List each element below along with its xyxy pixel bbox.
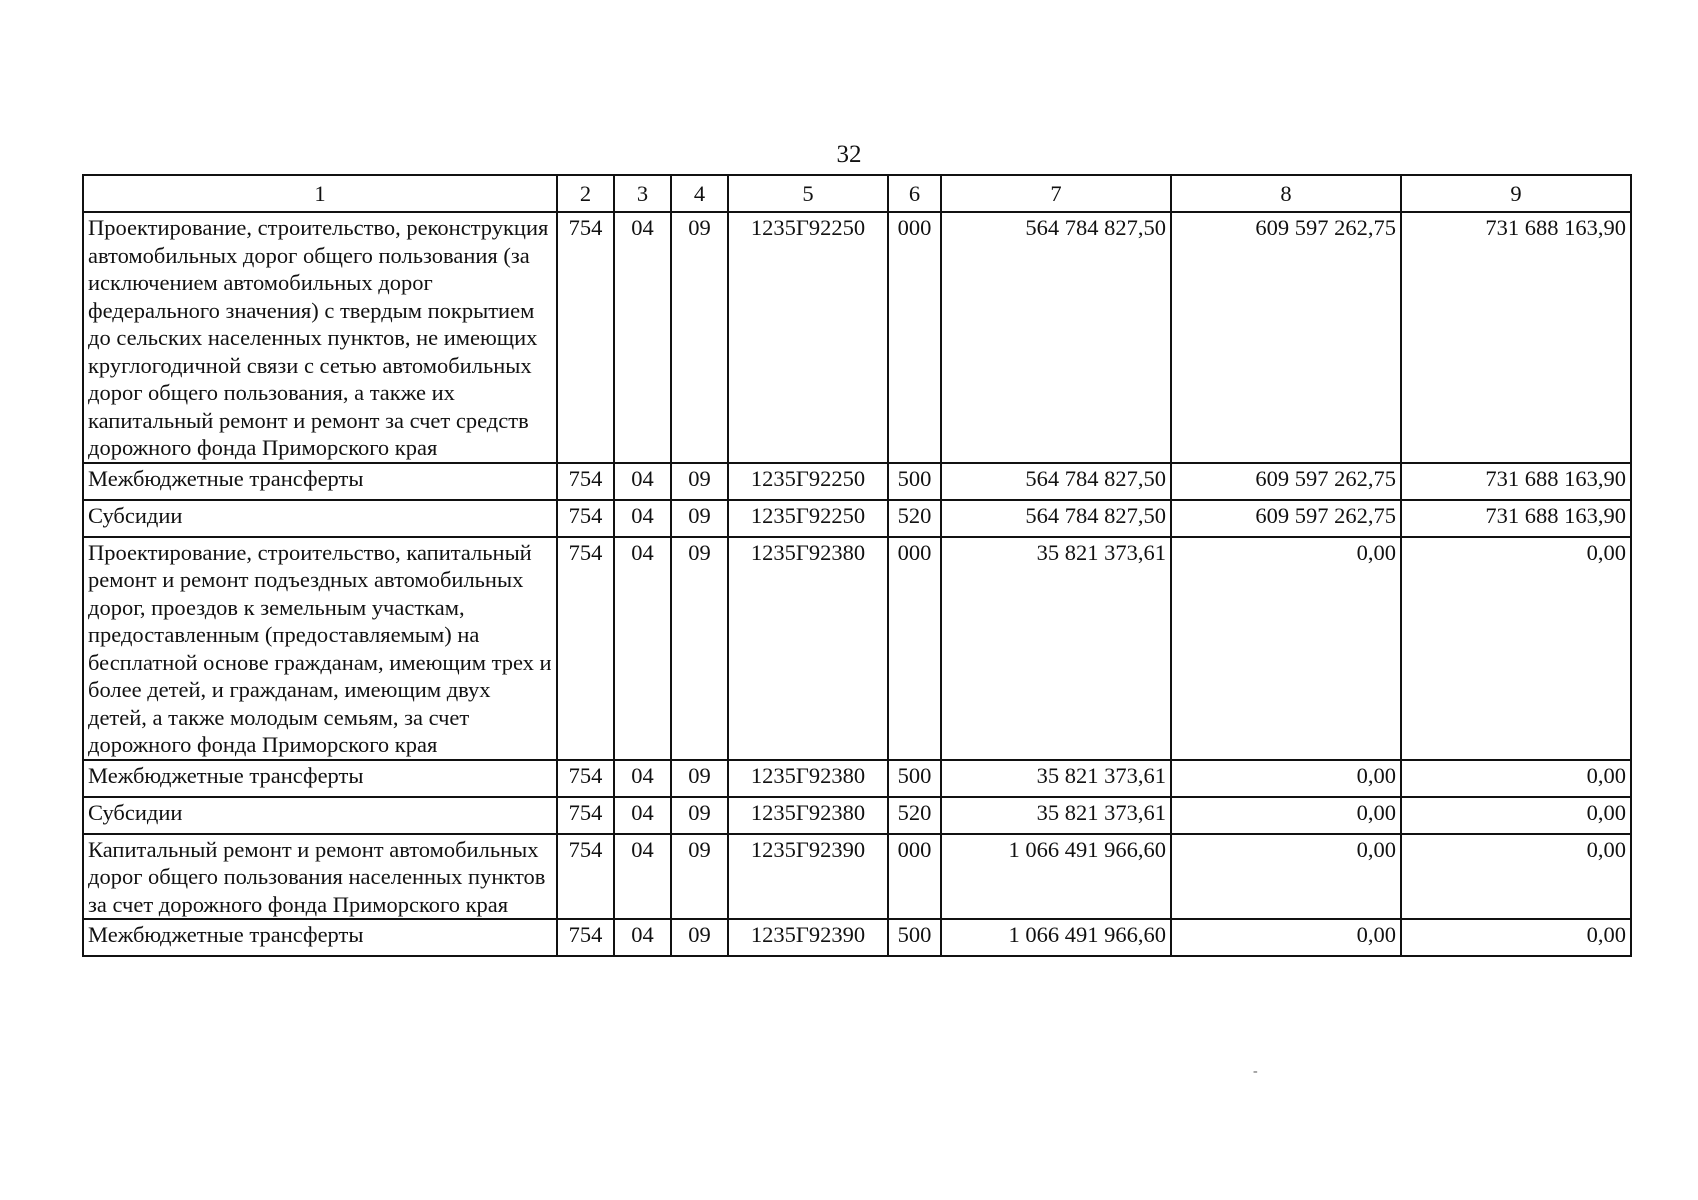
section-code: 04 <box>614 537 671 760</box>
section-code: 04 <box>614 212 671 463</box>
target-article-code: 1235Г92250 <box>728 500 888 537</box>
amount-col-8: 0,00 <box>1171 834 1401 920</box>
budget-table <box>82 174 1632 957</box>
amount-col-9: 0,00 <box>1401 760 1631 797</box>
row-name: Проектирование, строительство, реконструкция автомобильных дорог общего пользования (за исключением автомобильных дорог федерального значения) с твердым покрытием до сельских населенных пунктов, не имеющих круглогодичной связи с сетью автомобильных дорог общего пользования, а также их капитальный ремонт и ремонт за счет средств дорожного фонда Приморского края <box>83 212 557 463</box>
section-code: 04 <box>614 500 671 537</box>
column-header-7: 7 <box>941 175 1171 212</box>
target-article-code: 1235Г92380 <box>728 537 888 760</box>
amount-col-7: 35 821 373,61 <box>941 797 1171 834</box>
subsection-code: 09 <box>671 919 728 956</box>
expense-type-code: 500 <box>888 760 941 797</box>
section-code: 04 <box>614 834 671 920</box>
subsection-code: 09 <box>671 463 728 500</box>
ministry-code: 754 <box>557 212 614 463</box>
row-name: Межбюджетные трансферты <box>83 463 557 500</box>
column-header-3: 3 <box>614 175 671 212</box>
subsection-code: 09 <box>671 537 728 760</box>
amount-col-9: 0,00 <box>1401 834 1631 920</box>
table-row <box>83 919 1631 956</box>
amount-col-9: 0,00 <box>1401 537 1631 760</box>
amount-col-8: 609 597 262,75 <box>1171 500 1401 537</box>
target-article-code: 1235Г92380 <box>728 760 888 797</box>
subsection-code: 09 <box>671 797 728 834</box>
amount-col-8: 0,00 <box>1171 537 1401 760</box>
amount-col-8: 0,00 <box>1171 760 1401 797</box>
amount-col-7: 1 066 491 966,60 <box>941 919 1171 956</box>
ministry-code: 754 <box>557 463 614 500</box>
column-header-1: 1 <box>83 175 557 212</box>
column-header-6: 6 <box>888 175 941 212</box>
ministry-code: 754 <box>557 537 614 760</box>
target-article-code: 1235Г92380 <box>728 797 888 834</box>
amount-col-9: 0,00 <box>1401 919 1631 956</box>
amount-col-7: 1 066 491 966,60 <box>941 834 1171 920</box>
target-article-code: 1235Г92250 <box>728 463 888 500</box>
expense-type-code: 500 <box>888 919 941 956</box>
amount-col-9: 731 688 163,90 <box>1401 500 1631 537</box>
row-name: Проектирование, строительство, капитальный ремонт и ремонт подъездных автомобильных дорог, проездов к земельным участкам, предоставленным (предоставляемым) на бесплатной основе гражданам, имеющим трех и более детей, и гражданам, имеющим двух детей, а также молодым семьям, за счет дорожного фонда Приморского края <box>83 537 557 760</box>
ministry-code: 754 <box>557 760 614 797</box>
page-number: 32 <box>836 141 862 168</box>
amount-col-7: 35 821 373,61 <box>941 537 1171 760</box>
column-header-9: 9 <box>1401 175 1631 212</box>
amount-col-7: 35 821 373,61 <box>941 760 1171 797</box>
table-row <box>83 537 1631 760</box>
subsection-code: 09 <box>671 760 728 797</box>
table-row <box>83 760 1631 797</box>
column-header-2: 2 <box>557 175 614 212</box>
column-header-5: 5 <box>728 175 888 212</box>
amount-col-9: 731 688 163,90 <box>1401 212 1631 463</box>
expense-type-code: 520 <box>888 797 941 834</box>
expense-type-code: 520 <box>888 500 941 537</box>
section-code: 04 <box>614 797 671 834</box>
section-code: 04 <box>614 760 671 797</box>
table-row <box>83 500 1631 537</box>
amount-col-8: 609 597 262,75 <box>1171 212 1401 463</box>
section-code: 04 <box>614 463 671 500</box>
expense-type-code: 000 <box>888 834 941 920</box>
amount-col-8: 609 597 262,75 <box>1171 463 1401 500</box>
row-name: Субсидии <box>83 500 557 537</box>
amount-col-9: 731 688 163,90 <box>1401 463 1631 500</box>
amount-col-7: 564 784 827,50 <box>941 463 1171 500</box>
scan-mark: - <box>1253 1064 1258 1079</box>
row-name: Межбюджетные трансферты <box>83 919 557 956</box>
subsection-code: 09 <box>671 500 728 537</box>
ministry-code: 754 <box>557 500 614 537</box>
table-row <box>83 212 1631 463</box>
target-article-code: 1235Г92390 <box>728 919 888 956</box>
row-name: Межбюджетные трансферты <box>83 760 557 797</box>
expense-type-code: 000 <box>888 537 941 760</box>
ministry-code: 754 <box>557 797 614 834</box>
section-code: 04 <box>614 919 671 956</box>
column-number-header-row <box>83 175 1631 212</box>
column-header-8: 8 <box>1171 175 1401 212</box>
subsection-code: 09 <box>671 212 728 463</box>
ministry-code: 754 <box>557 919 614 956</box>
amount-col-7: 564 784 827,50 <box>941 500 1171 537</box>
table-row <box>83 797 1631 834</box>
amount-col-8: 0,00 <box>1171 919 1401 956</box>
amount-col-7: 564 784 827,50 <box>941 212 1171 463</box>
target-article-code: 1235Г92250 <box>728 212 888 463</box>
row-name: Субсидии <box>83 797 557 834</box>
row-name: Капитальный ремонт и ремонт автомобильных дорог общего пользования населенных пунктов за счет дорожного фонда Приморского края <box>83 834 557 920</box>
table-row <box>83 834 1631 920</box>
column-header-4: 4 <box>671 175 728 212</box>
table-row <box>83 463 1631 500</box>
amount-col-9: 0,00 <box>1401 797 1631 834</box>
ministry-code: 754 <box>557 834 614 920</box>
expense-type-code: 000 <box>888 212 941 463</box>
subsection-code: 09 <box>671 834 728 920</box>
expense-type-code: 500 <box>888 463 941 500</box>
amount-col-8: 0,00 <box>1171 797 1401 834</box>
target-article-code: 1235Г92390 <box>728 834 888 920</box>
